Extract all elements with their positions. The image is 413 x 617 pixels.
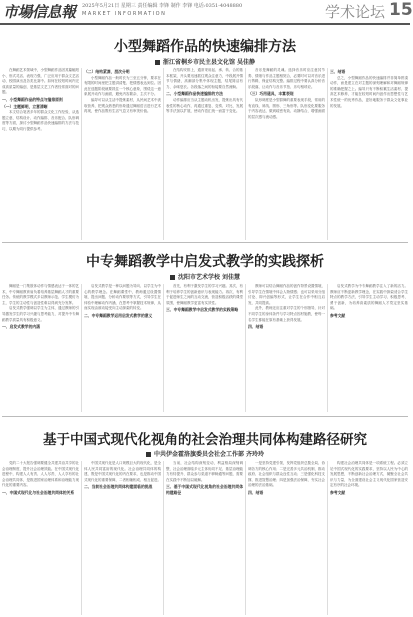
- column-divider: [81, 461, 82, 615]
- article-3-column-2: [84, 461, 161, 615]
- article-1-column-4: [248, 68, 325, 240]
- paragraph: 动作编排应当从主题动机出发，提炼出具有代表性的核心动作，再通过重复、变奏、对比、发展等手法加以扩展，使动作语汇统一而富于变化。: [166, 97, 243, 114]
- paragraph: 教师可以结合舞蹈作品的创作背景设置情境，引导学生在情境中体会人物情感；也可以采用分组讨论、即兴创编等形式，让学生在合作中相互启发，共同提高。: [248, 284, 325, 305]
- article-1-title: 小型舞蹈作品的快速编排方法: [114, 39, 296, 55]
- article-3-byline: 中共伊金霍洛旗委员会社会工作部 齐玲玲: [0, 449, 410, 458]
- paragraph: 本文结合笔者多年的群众文化工作经验，从选题立意、结构设计、动作编排、音乐配合、队形调度等方面，探讨小型舞蹈作品快速编排的方法与技巧，以期为同行提供参考。: [2, 110, 79, 131]
- subheading: 三、基于中国式现代化视角的社会治理共同体构建路径: [166, 484, 243, 495]
- subheading: 二、中专舞蹈教学运用启发式教学的意义: [84, 312, 153, 318]
- subheading: 一、小型舞蹈作品的特点与编排原则: [2, 96, 63, 102]
- article-2-byline: 沈阳市艺术学校 刘佳慧: [0, 272, 410, 281]
- paragraph: 一是坚持党建引领，发挥党组织总揽全局、协调各方的核心作用；二是完善多元共治机制，推动政府、社会组织与群众良性互动；三是强化科技支撑，推进智慧治理；四是加强法治保障，夯实社会治理的法治基础。: [248, 461, 325, 488]
- paragraph: 构建社会治理共同体是一项系统工程。必须立足中国式现代化的实践要求，坚持以人民为中心的发展思想，不断创新社会治理方式，凝聚全社会共识与力量，为全面建设社会主义现代化国家营造安定有序的社会环境。: [330, 461, 408, 488]
- column-divider: [163, 461, 164, 615]
- column-divider: [245, 284, 246, 412]
- subheading: 四、结语: [248, 489, 264, 495]
- paragraph: 小型舞蹈作品一般时长为三至五分钟，要求在有限的时间里把主题讲清楚、把情感表达到位。因此在选题阶段就要抓住一个核心意象，围绕这一意象展开动作与画面，避免内容繁杂、主次不分。: [84, 75, 161, 97]
- page-number: 15: [389, 0, 413, 20]
- article-1-byline: 浙江省桐乡市民主县文化馆 吴佳静: [0, 57, 410, 66]
- article-3-title: 基于中国式现代化视角的社会治理共同体构建路径研究: [43, 432, 367, 448]
- subheading: 参考文献: [330, 489, 346, 495]
- article-1-column-2: [84, 68, 161, 240]
- article-2-column-3: [166, 284, 243, 412]
- subheading: 二、当前社会治理共同体构建面临的挑战: [84, 484, 153, 490]
- paragraph: 总之，小型舞蹈作品的快速编排并非简单拼凑动作，而是建立在对主题的深刻理解和对舞蹈规律的准确把握之上。编导只有不断积累生活素材、提高艺术修养，才能在较短时间内创作出思想性与艺术性统一的优秀作品，更好地服务于群众文化事业的发展。: [330, 75, 408, 108]
- subheading: 三、结语: [330, 69, 346, 74]
- subheading: （三）巧用道具，丰富表现: [248, 91, 294, 97]
- paragraph: 首先，有利于激发学生的学习兴趣。其次，有利于培养学生的创新意识与表现能力。再次，有利于促进师生之间的互动交流，营造积极活跃的课堂氛围，使舞蹈教学更富有实效性。: [166, 284, 243, 305]
- article-2-title: 中专舞蹈教学中启发式教学的实践探析: [86, 254, 324, 270]
- article-1-column-1: [2, 68, 79, 240]
- paragraph: 队形调度是小型群舞的重要表现手段，常用的有直线、斜线、圆形、三角形等。队形变化要服务于内容表达，做到疏密有致、动静结合，增强画面的层次感与流动感。: [248, 97, 325, 119]
- column-divider: [327, 461, 328, 615]
- masthead-rule: [0, 23, 410, 25]
- paragraph: 编导可以从生活中提炼素材，从民间艺术中汲取营养，把观众熟悉的形象通过舞蹈语言进行艺术再现，使作品既有生活气息又有审美价值。: [84, 97, 161, 114]
- column-divider: [327, 68, 328, 240]
- subheading: 一、启发式教学的内涵: [2, 324, 40, 330]
- english-name: MARKET INFORMATION: [82, 11, 167, 17]
- column-divider: [327, 284, 328, 412]
- article-2-column-1: [2, 284, 79, 412]
- paragraph: 启发式教学强调以学生为主体，通过教师的引导激发学生的学习兴趣与思考能力，对提升中专舞蹈教学质量具有积极意义。: [2, 306, 79, 322]
- article-1-column-3: [166, 68, 243, 240]
- paragraph: 音乐是舞蹈的灵魂。选择音乐时应注意其节奏、情绪与作品主题相契合，必要时可以对音乐进行剪辑，保证结构完整。编排过程中要认真分析音乐段落，让动作与音乐节拍、乐句相呼应。: [248, 68, 325, 89]
- article-2-column-4: [248, 284, 325, 412]
- article-3-column-1: [2, 461, 79, 615]
- paragraph: 党的二十大报告强调要健全共建共治共享的社会治理制度，提升社会治理效能。在中国式现代化进程中，构建人人有责、人人尽责、人人享有的社会治理共同体，是推进国家治理体系和治理能力现代化的重要内容。: [2, 461, 79, 488]
- paragraph: 当前，社会结构深刻变动，利益格局深刻调整，社会治理面临多元主体协同不足、基层治理能力有待提升、群众参与渠道不够畅通等问题，需要在实践中不断加以破解。: [166, 461, 243, 482]
- article-1-column-5: [330, 68, 408, 240]
- article-3-column-5: [330, 461, 408, 615]
- subheading: 三、中专舞蹈教学中启发式教学的实践策略: [166, 307, 239, 313]
- column-divider: [245, 68, 246, 240]
- paragraph: 在舞蹈艺术领域中，小型舞蹈作品因其篇幅短小、形式灵活、表现力强，广泛应用于群众文艺活动、校园演出及各类比赛中。如何在较短时间内完成高质量的编创，是基层文艺工作者经常面对的问题。: [2, 68, 79, 95]
- subheading: 一、中国式现代化与社会治理共同体的关系: [2, 489, 75, 495]
- subheading: （二）结构紧凑，层次分明: [84, 69, 130, 74]
- subheading: 二、小型舞蹈作品快速编排的方法: [166, 91, 223, 97]
- paragraph: 启发式教学是一种以问题为导向、以学生为中心的教学理念。在舞蹈课堂中，教师通过设置情境、提出问题、分析动作要领等方式，引导学生在体验中理解动作内涵，在思考中掌握技术规律，从而实现由被动接受向主动探索的转变。: [84, 284, 161, 311]
- subheading: 参考文献: [330, 312, 346, 318]
- subheading: （一）主题鲜明，立意清晰: [2, 103, 48, 109]
- paragraph: 在结构安排上，通常采用起、承、转、合的基本框架，开头要迅速抓住观众注意力，中段展开情节与情绪，高潮部分集中体现主题，结尾简洁有力、余味悠长。各段落之间的衔接要自然流畅。: [166, 68, 243, 89]
- column-divider: [163, 284, 164, 412]
- issue-info: 2025年5月21日 星期三 责任编辑 李锋 制作 李锋 电话:0351-4048880: [82, 3, 243, 9]
- subheading: 四、结语: [248, 324, 264, 330]
- article-3-column-3: [166, 461, 243, 615]
- column-divider: [81, 284, 82, 412]
- newspaper-logo: 市場信息報: [3, 3, 76, 21]
- article-divider: [2, 416, 408, 417]
- column-divider: [81, 68, 82, 240]
- article-2-column-5: [330, 284, 408, 412]
- column-divider: [163, 68, 164, 240]
- paragraph: 此外，教师还应注重对学生的个别指导，针对不同学生的身体条件与学习特点因材施教，使每一名学生都能在原有基础上获得发展。: [248, 306, 325, 322]
- section-name: 学术论坛: [325, 3, 386, 21]
- paragraph: 舞蹈是一门集肢体动作与情感表达于一体的艺术，中专舞蹈教育肩负着培养基层舞蹈人才的重要任务。传统的教学模式多以教师示范、学生模仿为主，学生的主动性与创造性难以得到充分发挥。: [2, 284, 79, 305]
- paragraph: 启发式教学为中专舞蹈教学注入了新的活力。教师应不断更新教学理念，在实践中探索适合学生特点的教学方法，引导学生主动学习、积极思考、勇于创新，为培养高素质的舞蹈人才奠定坚实基础。: [330, 284, 408, 311]
- article-2-column-2: [84, 284, 161, 412]
- column-divider: [245, 461, 246, 615]
- article-3-column-4: [248, 461, 325, 615]
- article-divider: [2, 242, 408, 243]
- paragraph: 中国式现代化是人口规模巨大的现代化，是全体人民共同富裕的现代化。社会治理共同体的构建，既是中国式现代化的内在要求，也是推动中国式现代化的重要保障，二者相辅相成、相互促进。: [84, 461, 161, 482]
- masthead: [0, 0, 413, 26]
